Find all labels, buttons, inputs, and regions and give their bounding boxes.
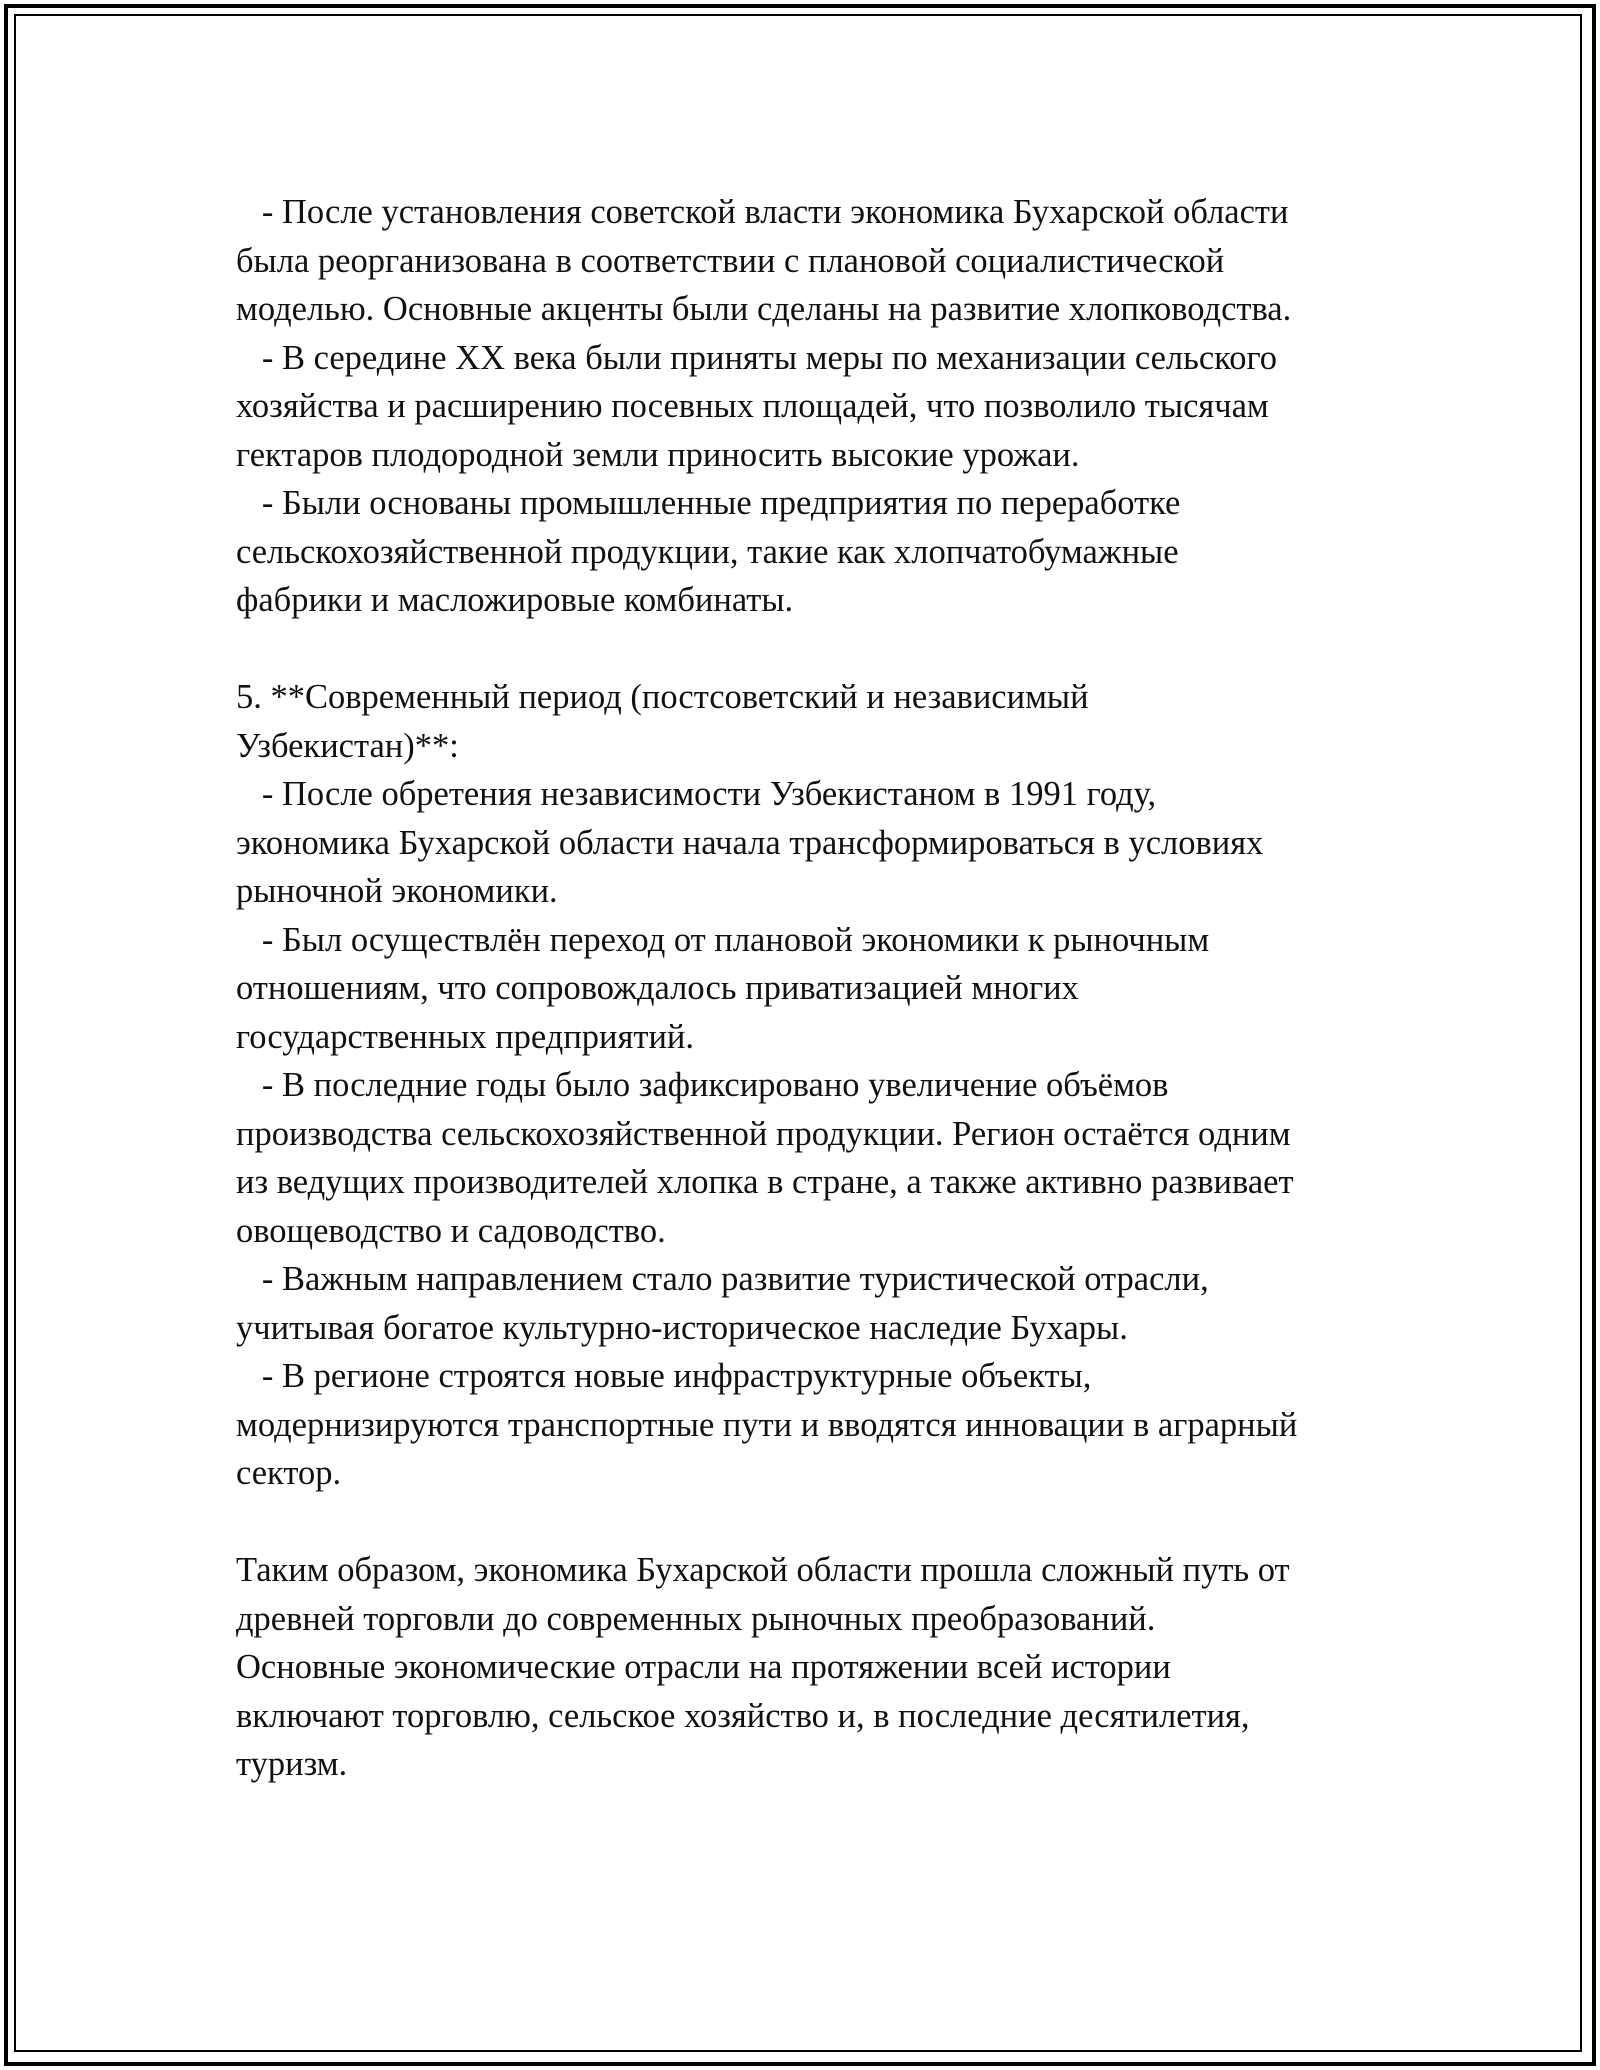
text-line: - Важным направлением стало развитие туристической отрасли, <box>236 1260 1209 1298</box>
text-line: рыночной экономики. <box>236 872 558 910</box>
text-line: экономика Бухарской области начала трансформироваться в условиях <box>236 823 1264 862</box>
text-line: фабрики и масложировые комбинаты. <box>236 581 794 619</box>
conclusion-line: древней торговли до современных рыночных преобразований. <box>236 1599 1156 1638</box>
text-line: - В последние годы было зафиксировано увеличение объёмов <box>236 1066 1169 1104</box>
document-body <box>236 188 1386 1789</box>
text-line: модернизируются транспортные пути и вводятся инновации в аграрный <box>236 1405 1298 1444</box>
conclusion-line: включают торговлю, сельское хозяйство и, в последние десятилетия, <box>236 1696 1250 1735</box>
text-line: овощеводство и садоводство. <box>236 1211 666 1250</box>
text-line: производства сельскохозяйственной продукции. Регион остаётся одним <box>236 1114 1291 1153</box>
text-line: из ведущих производителей хлопка в стране, а также активно развивает <box>236 1163 1294 1201</box>
text-line: сельскохозяйственной продукции, такие как хлопчатобумажные <box>236 532 1179 571</box>
text-line: была реорганизована в соответствии с плановой социалистической <box>236 241 1225 280</box>
text-line: хозяйства и расширению посевных площадей, что позволило тысячам <box>236 387 1269 425</box>
text-line: отношениям, что сопровождалось приватизацией многих <box>236 969 1079 1007</box>
text-line: - В регионе строятся новые инфраструктурные объекты, <box>236 1357 1092 1395</box>
text-line: - Был осуществлён переход от плановой экономики к рыночным <box>236 920 1210 959</box>
text-line: - После обретения независимости Узбекистаном в 1991 году, <box>236 775 1157 813</box>
text-line: - После установления советской власти экономика Бухарской области <box>236 193 1289 231</box>
text-line: сектор. <box>236 1454 342 1492</box>
conclusion-line: Таким образом, экономика Бухарской области прошла сложный путь от <box>236 1551 1290 1589</box>
conclusion-line: Основные экономические отрасли на протяжении всей истории <box>236 1648 1171 1686</box>
blank-line <box>236 1498 1386 1547</box>
text-line: - В середине XX века были приняты меры по механизации сельского <box>236 338 1277 377</box>
text-line: - Были основаны промышленные предприятия по переработке <box>236 484 1181 522</box>
text-line: моделью. Основные акценты были сделаны на развитие хлопководства. <box>236 290 1292 328</box>
text-line: государственных предприятий. <box>236 1017 695 1056</box>
blank-line <box>236 625 1386 674</box>
conclusion-line: туризм. <box>236 1745 348 1783</box>
text-line: учитывая богатое культурно-историческое наследие Бухары. <box>236 1308 1128 1347</box>
section-heading: Узбекистан)**: <box>236 726 459 765</box>
section-heading: 5. **Современный период (постсоветский и независимый <box>236 678 1089 716</box>
text-line: гектаров плодородной земли приносить высокие урожаи. <box>236 435 1080 474</box>
